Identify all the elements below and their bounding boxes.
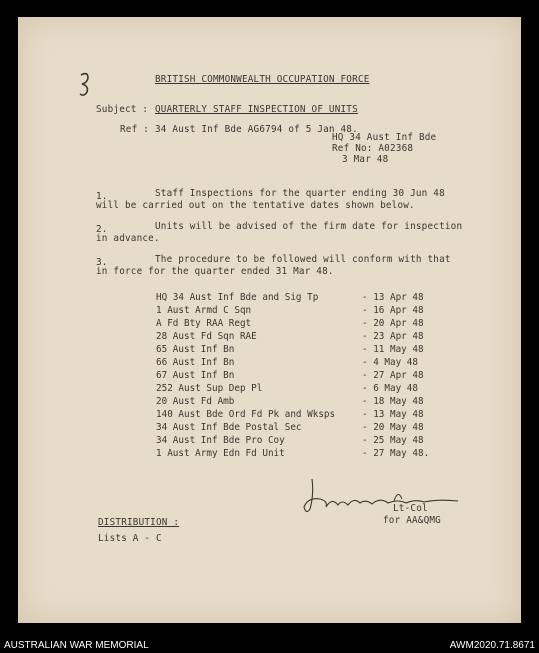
schedule-unit: A Fd Bty RAA Regt: [156, 318, 252, 329]
schedule-unit: 65 Aust Inf Bn: [156, 344, 235, 355]
schedule-unit: 67 Aust Inf Bn: [156, 370, 235, 381]
schedule-row: [18, 344, 521, 357]
schedule-row: [18, 292, 521, 305]
footer-accession-number: AWM2020.71.8671: [449, 640, 535, 651]
schedule-row: [18, 383, 521, 396]
paragraph-2-number: 2.: [96, 224, 108, 235]
paragraph-1-line-2: will be carried out on the tentative dates shown below.: [96, 200, 415, 211]
schedule-row: [18, 305, 521, 318]
schedule-date: - 4 May 48: [362, 357, 418, 368]
schedule-date: - 25 May 48: [362, 435, 424, 446]
schedule-row: [18, 422, 521, 435]
paragraph-1-number: 1.: [96, 191, 108, 202]
schedule-unit: HQ 34 Aust Inf Bde and Sig Tp: [156, 292, 319, 303]
schedule-row: [18, 396, 521, 409]
schedule-unit: 34 Aust Inf Bde Postal Sec: [156, 422, 302, 433]
document-heading: BRITISH COMMONWEALTH OCCUPATION FORCE: [155, 74, 370, 85]
paragraph-1-line-1: Staff Inspections for the quarter ending 30 Jun 48: [155, 188, 445, 199]
schedule-row: [18, 331, 521, 344]
schedule-date: - 18 May 48: [362, 396, 424, 407]
schedule-row: [18, 448, 521, 461]
reference-label: Ref :: [120, 124, 149, 135]
schedule-unit: 34 Aust Inf Bde Pro Coy: [156, 435, 285, 446]
paragraph-2-line-2: in advance.: [96, 233, 160, 244]
signatory-rank: Lt-Col: [393, 503, 428, 514]
schedule-date: - 27 Apr 48: [362, 370, 424, 381]
schedule-row: [18, 357, 521, 370]
paragraph-2-line-1: Units will be advised of the firm date for inspection: [155, 221, 463, 232]
handwritten-signature: [298, 477, 468, 517]
schedule-date: - 13 May 48: [362, 409, 424, 420]
schedule-unit: 1 Aust Army Edn Fd Unit: [156, 448, 285, 459]
paragraph-3-line-2: in force for the quarter ended 31 Mar 48.: [96, 266, 334, 277]
signatory-appointment: for AA&QMG: [383, 515, 441, 526]
schedule-date: - 11 May 48: [362, 344, 424, 355]
document-page: [18, 17, 521, 623]
schedule-date: - 16 Apr 48: [362, 305, 424, 316]
schedule-date: - 13 Apr 48: [362, 292, 424, 303]
distribution-text: Lists A - C: [98, 533, 162, 544]
reference-number: Ref No: A02368: [332, 143, 414, 154]
schedule-unit: 20 Aust Fd Amb: [156, 396, 235, 407]
schedule-unit: 28 Aust Fd Sqn RAE: [156, 331, 257, 342]
paragraph-3-number: 3.: [96, 257, 108, 268]
schedule-unit: 252 Aust Sup Dep Pl: [156, 383, 263, 394]
schedule-unit: 66 Aust Inf Bn: [156, 357, 235, 368]
schedule-unit: 140 Aust Bde Ord Fd Pk and Wksps: [156, 409, 336, 420]
distribution-label: DISTRIBUTION :: [98, 517, 180, 528]
schedule-unit: 1 Aust Armd C Sqn: [156, 305, 252, 316]
reference-text: 34 Aust Inf Bde AG6794 of 5 Jan 48.: [155, 124, 358, 135]
subject-text: QUARTERLY STAFF INSPECTION OF UNITS: [155, 104, 358, 115]
schedule-date: - 27 May 48.: [362, 448, 430, 459]
handwritten-mark: [78, 70, 92, 98]
schedule-row: [18, 409, 521, 422]
headquarters-line: HQ 34 Aust Inf Bde: [332, 132, 437, 143]
schedule-date: - 6 May 48: [362, 383, 418, 394]
schedule-row: [18, 435, 521, 448]
schedule-row: [18, 318, 521, 331]
footer-institution: AUSTRALIAN WAR MEMORIAL: [4, 640, 149, 651]
schedule-row: [18, 370, 521, 383]
paragraph-3-line-1: The procedure to be followed will conform with that: [155, 254, 451, 265]
schedule-date: - 20 May 48: [362, 422, 424, 433]
archive-footer: [0, 623, 539, 653]
document-date: 3 Mar 48: [342, 154, 389, 165]
schedule-date: - 20 Apr 48: [362, 318, 424, 329]
subject-label: Subject :: [96, 104, 149, 115]
schedule-date: - 23 Apr 48: [362, 331, 424, 342]
